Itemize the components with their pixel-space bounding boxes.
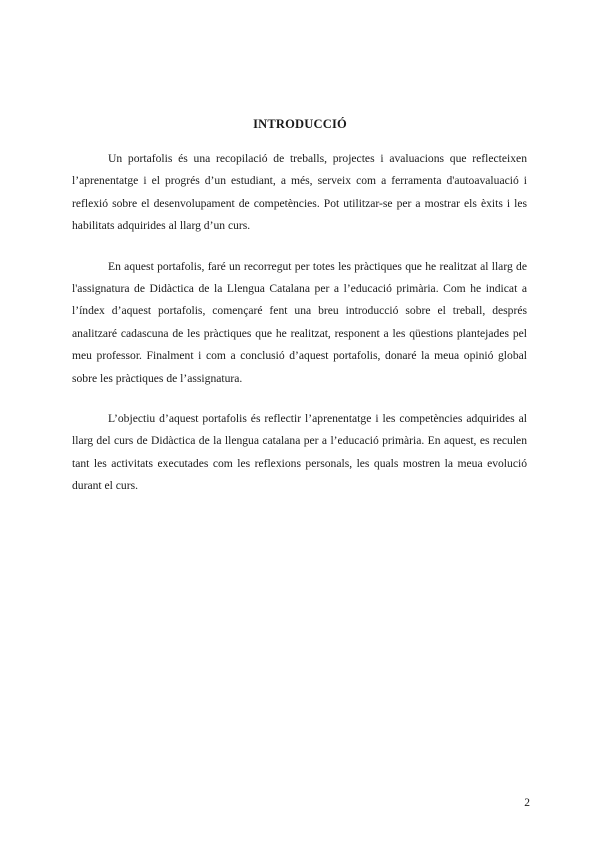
paragraph-2: En aquest portafolis, faré un recorregut per totes les pràctiques que he realitzat al llarg de l'assignatura de Didàctica de la Llengua Catalana per a l’educació primària. Com he indicat a l’índex d’aquest portafolis, començaré fent una breu introducció sobre el treball, després analitzaré cadascuna de les pràctiques que he realitzat, responent a les qüestions plantejades pel meu professor. Finalment i com a conclusió d’aquest portafolis, donaré la meua opinió global sobre les pràctiques de l’assignatura. [72,259,527,385]
page-title: INTRODUCCIÓ [253,117,347,131]
page-number: 2 [524,797,530,809]
paragraph-3: L’objectiu d’aquest portafolis és reflectir l’aprenentatge i les competències adquirides al llarg del curs de Didàctica de la llengua catalana per a l’educació primària. En aquest, es reculen tant les activitats executades com les reflexions personals, les quals mostren la meua evolució durant el curs. [72,412,527,493]
body-text [72,148,527,516]
paragraph-1: Un portafolis és una recopilació de treballs, projectes i avaluacions que reflecteixen l’aprenentatge i el progrés d’un estudiant, a més, serveix com a ferramenta d'autoavaluació i reflexió sobre el desenvolupament de competències. Pot utilitzar-se per a mostrar els èxits i les habilitats adquirides al llarg d’un curs. [72,152,527,233]
